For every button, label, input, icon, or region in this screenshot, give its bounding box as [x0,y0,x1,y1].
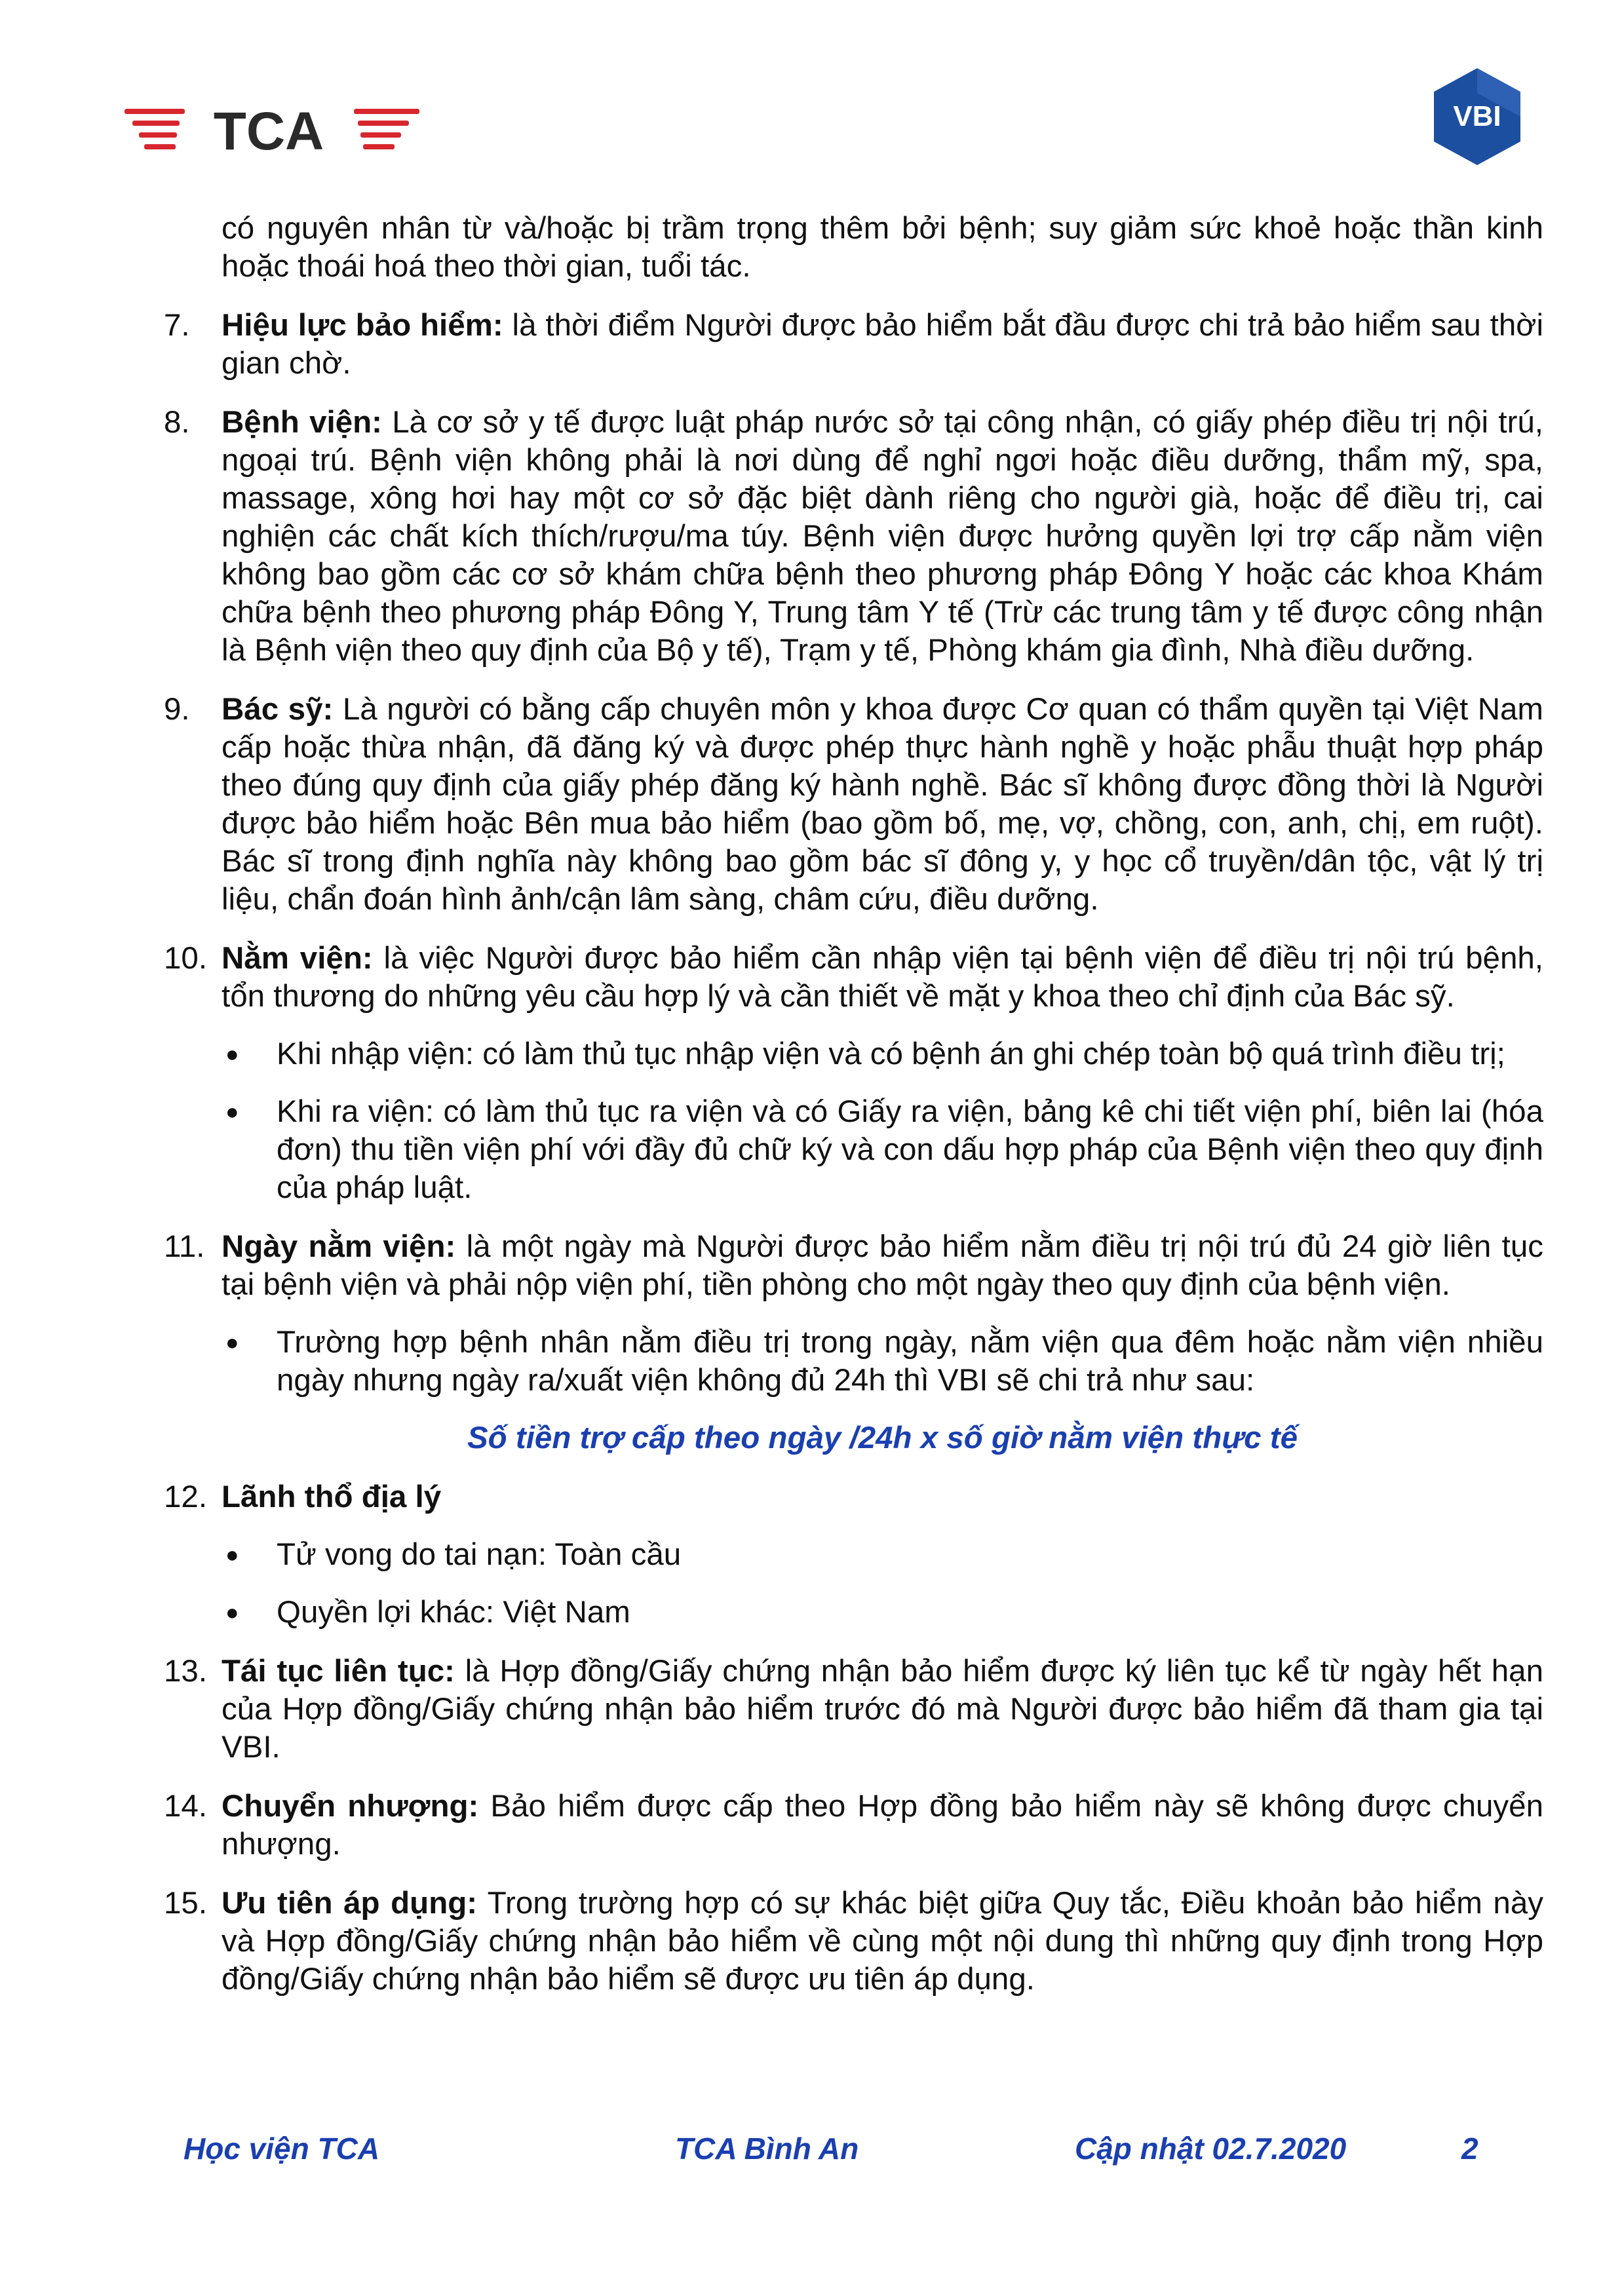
definition-item [164,1653,1543,1767]
definition-item [164,940,1543,1016]
item-number: 13. [164,1654,208,1689]
bullet-text: Khi ra viện: có làm thủ tục ra viện và có Giấy ra viện, bảng kê chi tiết viện phí, biên lai (hóa đơn) thu tiền viện phí với đầy đủ chữ ký và con dấu hợp pháp của Bệnh viện theo quy định của pháp luật. [277,1094,1543,1205]
item-term: Bác sỹ: [222,692,334,727]
item-paragraph [222,691,1543,919]
definition-item [164,1885,1543,1999]
item-text: là một ngày mà Người được bảo hiểm nằm điều trị nội trú đủ 24 giờ liên tục tại bệnh viện và phải nộp viện phí, tiền phòng cho một ngày theo quy định của bệnh viện. [222,1229,1543,1302]
item-term: Bệnh viện: [222,405,382,440]
item-paragraph [222,1228,1543,1304]
definition-item [164,1478,1543,1516]
item-paragraph [222,1653,1543,1767]
footer-product: TCA Bình An [675,2132,859,2166]
item-term: Lãnh thổ địa lý [222,1480,442,1514]
item-paragraph [222,1478,1543,1516]
item-number: 7. [164,308,190,343]
item-number: 14. [164,1789,208,1824]
bullet-item [164,1093,1543,1207]
item-text: là thời điểm Người được bảo hiểm bắt đầu được chi trả bảo hiểm sau thời gian chờ. [222,308,1544,381]
bullet-icon: ● [225,1330,239,1355]
definition-item [164,307,1543,383]
formula-line: Số tiền trợ cấp theo ngày /24h x số giờ nằm viện thực tế [467,1421,1298,1455]
tca-logo [125,105,419,155]
bullet-item [164,1594,1543,1632]
item-text: là Hợp đồng/Giấy chứng nhận bảo hiểm được ký liên tục kể từ ngày hết hạn của Hợp đồng/Giấy chứng nhận bảo hiểm trước đó mà Người được bảo hiểm đã tham gia tại VBI. [222,1654,1543,1765]
item-term: Nằm viện: [222,941,373,976]
item-number: 12. [164,1480,208,1514]
item-text: Bảo hiểm được cấp theo Hợp đồng bảo hiểm này sẽ không được chuyển nhượng. [222,1789,1544,1862]
item-term: Hiệu lực bảo hiểm: [222,308,503,343]
item-paragraph [222,307,1543,383]
item-number: 10. [164,941,208,976]
item-number: 9. [164,692,190,727]
document-body [164,210,1543,1999]
item-paragraph [222,404,1543,670]
vbi-logo [1430,66,1525,167]
bullet-item [164,1035,1543,1073]
item-term: Tái tục liên tục: [222,1654,455,1689]
footer-academy: Học viện TCA [183,2132,380,2166]
footer-page-number: 2 [1461,2132,1478,2166]
item-paragraph [222,940,1543,1016]
item-text: Trong trường hợp có sự khác biệt giữa Quy tắc, Điều khoản bảo hiểm này và Hợp đồng/Giấy chứng nhận bảo hiểm về cùng một nội dung thì những quy định trong Hợp đồng/Giấy chứng nhận bảo hiểm sẽ được ưu tiên áp dụng. [222,1886,1543,1997]
bullet-item [164,1536,1543,1574]
item-text: là việc Người được bảo hiểm cần nhập viện tại bệnh viện để điều trị nội trú bệnh, tổn thương do những yêu cầu hợp lý và cần thiết về mặt y khoa theo chỉ định của Bác sỹ. [222,941,1543,1014]
item-text: Là cơ sở y tế được luật pháp nước sở tại công nhận, có giấy phép điều trị nội trú, ngoại trú. Bệnh viện không phải là nơi dùng để nghỉ ngơi hoặc điều dưỡng, thẩm mỹ, spa, massage, xông hơi hay một cơ sở đặc biệt dành riêng cho người già, hoặc để điều trị, cai nghiện các chất kích thích/rượu/ma túy. Bệnh viện được hưởng quyền lợi trợ cấp nằm viện không bao gồm các cơ sở khám chữa bệnh theo phương pháp Đông Y hoặc các khoa Khám chữa bệnh theo phương pháp Đông Y, Trung tâm Y tế (Trừ các trung tâm y tế được công nhận là Bệnh viện theo quy định của Bộ y tế), Trạm y tế, Phòng khám gia đình, Nhà điều dưỡng. [222,405,1544,668]
item-term: Ưu tiên áp dụng: [222,1886,478,1921]
svg-text:TCA: TCA [213,105,324,155]
footer-update-date: Cập nhật 02.7.2020 [1075,2132,1347,2166]
svg-text:VBI: VBI [1453,100,1501,132]
definition-item [164,691,1543,919]
definition-list [164,307,1543,1999]
item-number: 8. [164,405,190,440]
item-paragraph [222,1788,1543,1864]
item-text: Là người có bằng cấp chuyên môn y khoa được Cơ quan có thẩm quyền tại Việt Nam cấp hoặc thừa nhận, đã đăng ký và được phép thực hành nghề y hoặc phẫu thuật hợp pháp theo đúng quy định của giấy phép đăng ký hành nghề. Bác sĩ không được đồng thời là Người được bảo hiểm hoặc Bên mua bảo hiểm (bao gồm bố, mẹ, vợ, chồng, con, anh, chị, em ruột). Bác sĩ trong định nghĩa này không bao gồm bác sĩ đông y, y học cổ truyền/dân tộc, vật lý trị liệu, chẩn đoán hình ảnh/cận lâm sàng, châm cứu, điều dưỡng. [222,692,1543,917]
definition-item [164,404,1543,670]
bullet-text: Tử vong do tai nạn: Toàn cầu [277,1537,682,1572]
item-number: 11. [164,1229,205,1264]
bullet-icon: ● [225,1542,239,1567]
bullet-text: Khi nhập viện: có làm thủ tục nhập viện và có bệnh án ghi chép toàn bộ quá trình điều trị; [277,1037,1505,1071]
definition-item [164,1788,1543,1864]
item-paragraph [222,1885,1543,1999]
item-number: 15. [164,1886,208,1921]
continuation-paragraph: có nguyên nhân từ và/hoặc bị trầm trọng thêm bởi bệnh; suy giảm sức khoẻ hoặc thần kinh hoặc thoái hoá theo thời gian, tuổi tác. [222,211,1543,284]
bullet-item [164,1324,1543,1400]
bullet-text: Quyền lợi khác: Việt Nam [277,1595,630,1630]
bullet-icon: ● [225,1600,239,1625]
bullet-icon: ● [225,1042,239,1067]
bullet-icon: ● [225,1100,239,1124]
bullet-text: Trường hợp bệnh nhân nằm điều trị trong ngày, nằm viện qua đêm hoặc nằm viện nhiều ngày nhưng ngày ra/xuất viện không đủ 24h thì VBI sẽ chi trả như sau: [277,1325,1543,1398]
definition-item [164,1228,1543,1304]
item-term: Chuyển nhượng: [222,1789,479,1824]
item-term: Ngày nằm viện: [222,1229,456,1264]
